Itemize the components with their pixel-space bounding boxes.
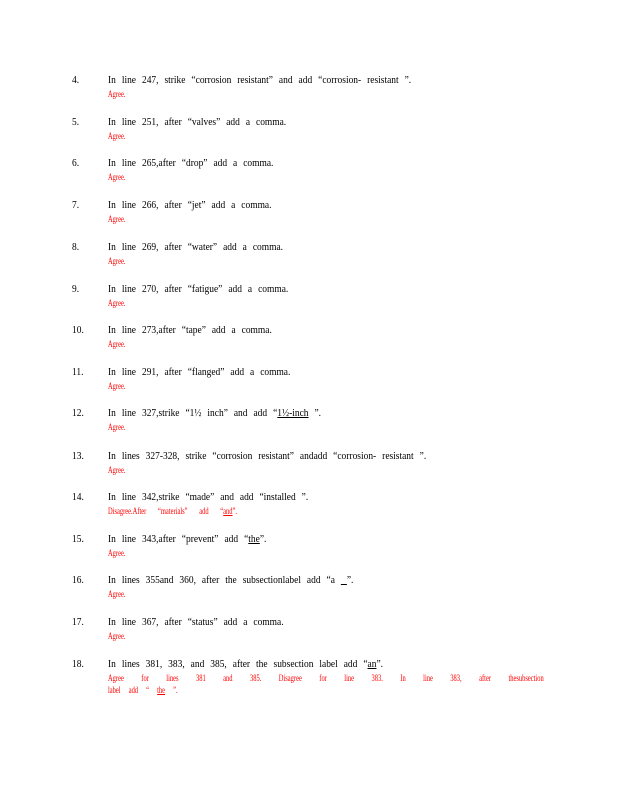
item-text-part: ”.: [346, 575, 354, 586]
item-response: Agree.: [108, 589, 126, 599]
item-response: Agree.: [108, 422, 126, 432]
item-response: Agree.: [108, 214, 126, 224]
item-response: Agree.: [108, 339, 126, 349]
item-number: 8.: [72, 242, 80, 253]
item-text-underlined: an: [367, 659, 377, 670]
item-response: Agree.: [108, 298, 126, 308]
item-text: In line 269, after “water” add a comma.: [108, 242, 284, 253]
item-number: 11.: [72, 367, 84, 378]
item-number: 14.: [72, 492, 84, 503]
item-response: Agree.: [108, 89, 126, 99]
item-text-part: ”.: [308, 408, 322, 419]
item-response: Agree for lines 381 and 385. Disagree for line 383. In line 383, after thesubsection: [108, 673, 544, 683]
item-response-part: ”.: [232, 506, 238, 516]
item-response-part: label add “: [108, 685, 158, 695]
item-response-line2: [108, 685, 178, 696]
item-number: 12.: [72, 408, 84, 419]
item-text: In line 273,after “tape” add a comma.: [108, 325, 272, 336]
item-text-part: ”.: [259, 534, 267, 545]
item-response: [108, 506, 237, 517]
item-number: 4.: [72, 75, 80, 86]
item-number: 10.: [72, 325, 84, 336]
item-response: Agree.: [108, 172, 126, 182]
item-text: In line 247, strike “corrosion resistant” and add “corrosion- resistant ”.: [108, 75, 412, 86]
item-number: 9.: [72, 284, 80, 295]
item-number: 16.: [72, 575, 84, 586]
item-text: [108, 533, 266, 546]
item-text: [108, 574, 353, 587]
item-number: 13.: [72, 451, 84, 462]
item-text-part: In lines 381, 383, and 385, after the subsection label add “: [108, 659, 368, 670]
item-number: 15.: [72, 534, 84, 545]
item-text: In line 367, after “status” add a comma.: [108, 617, 284, 628]
item-text-part: In line 343,after “prevent” add “: [108, 534, 249, 545]
item-number: 7.: [72, 200, 80, 211]
item-response: Agree.: [108, 548, 126, 558]
item-response-underlined: and: [223, 506, 233, 516]
item-response: Agree.: [108, 465, 126, 475]
item-text-underlined: 1½-inch: [277, 408, 309, 419]
item-text: In line 266, after “jet” add a comma.: [108, 200, 272, 211]
item-response-part: ”.: [165, 685, 178, 695]
item-response: Agree.: [108, 131, 126, 141]
item-text: In line 265,after “drop” add a comma.: [108, 158, 274, 169]
item-number: 6.: [72, 158, 80, 169]
item-text: In line 342,strike “made” and add “installed ”.: [108, 492, 309, 503]
item-response: Agree.: [108, 256, 126, 266]
item-response-part: Disagree.After “materials” add “: [108, 506, 224, 516]
item-response-underlined: the: [157, 685, 166, 695]
item-text: In lines 327-328, strike “corrosion resistant” andadd “corrosion- resistant ”.: [108, 451, 427, 462]
item-response: Agree.: [108, 631, 126, 641]
item-text-part: In line 327,strike “1½ inch” and add “: [108, 408, 278, 419]
item-number: 17.: [72, 617, 84, 628]
item-text: In line 251, after “valves” add a comma.: [108, 117, 287, 128]
item-number: 5.: [72, 117, 80, 128]
item-text: In line 270, after “fatigue” add a comma.: [108, 284, 289, 295]
item-number: 18.: [72, 659, 84, 670]
item-text: [108, 658, 383, 671]
item-text-part: In lines 355and 360, after the subsectionlabel add “a: [108, 575, 341, 586]
item-response: Agree.: [108, 381, 126, 391]
item-text-part: ”.: [376, 659, 384, 670]
item-text: [108, 407, 321, 420]
item-text: In line 291, after “flanged” add a comma.: [108, 367, 291, 378]
item-text-underlined: the: [248, 534, 260, 545]
